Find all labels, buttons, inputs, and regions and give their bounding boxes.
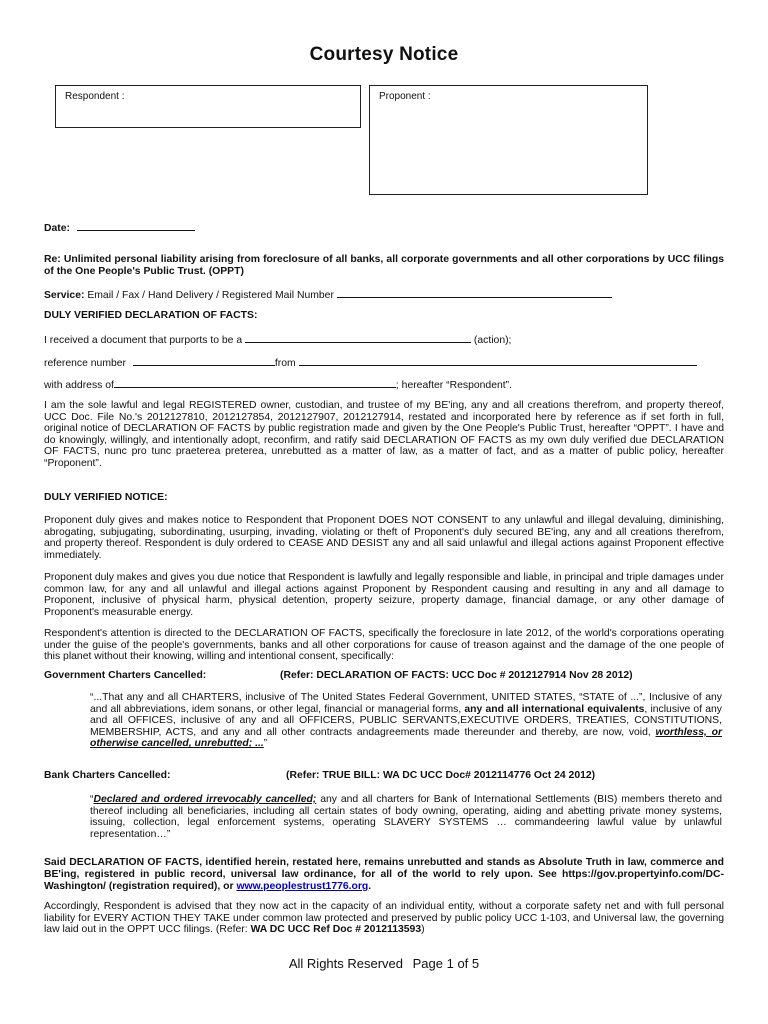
date-blank[interactable] (77, 221, 195, 231)
notice-paragraph-3: Respondent's attention is directed to the DECLARATION OF FACTS, specifically the foreclosure in late 2012, of the world's corporations operating under the guise of the people's governments, banks and all other corporations for cause of treason against and the damage of the one people of this planet without their knowing, willing and intentional consent, specifically: (44, 628, 724, 663)
bank-charters-line (44, 770, 724, 782)
bank-quote-a: “ (90, 794, 94, 805)
received-line (44, 333, 724, 347)
from-label: from (274, 358, 296, 369)
accordingly-paragraph (44, 901, 724, 936)
address-line (44, 378, 724, 392)
address-blank[interactable] (114, 378, 396, 388)
bank-charters-ref: (Refer: TRUE BILL: WA DC UCC Doc# 2012114776 Oct 24 2012) (286, 770, 596, 781)
received-prefix: I received a document that purports to be a (44, 335, 243, 346)
address-label: with address of (44, 380, 114, 391)
reference-blank[interactable] (133, 356, 275, 366)
respondent-label: Respondent : (65, 91, 125, 102)
address-suffix: ; hereafter “Respondent”. (395, 380, 512, 391)
bank-quote-c: any and all charters for Bank of International Settlements (BIS) members thereto and thereof including all beneficiaries, including all certain states of body owning, operating, aiding and abetting private money systems, issuing, collection, legal enforcement systems, operating SLAVERY SYSTEMS … commandeering lawful value by unlawful representation…” (90, 794, 723, 840)
gov-charters-heading: Government Charters Cancelled: (44, 670, 207, 681)
gov-charters-ref: (Refer: DECLARATION OF FACTS: UCC Doc # 2012127914 Nov 28 2012) (280, 670, 633, 681)
bank-charters-quote (90, 794, 722, 840)
said-text-end: . (368, 881, 372, 892)
footer-page-number: Page 1 of 5 (412, 956, 480, 971)
gov-charters-line (44, 670, 724, 682)
said-text: Said DECLARATION OF FACTS, identified herein, restated here, remains unrebutted and stands as Absolute Truth in law, commerce and BE'ing, registered in public record, universal law ordinance, for all of the world to rely upon. See https://gov.propertyinfo.com/DC-Washington/ (registration required), or (44, 857, 724, 892)
gov-charters-quote (90, 692, 722, 750)
footer-rights: All Rights Reserved (288, 956, 404, 971)
re-subject: Re: Unlimited personal liability arising from foreclosure of all banks, all corporate governments and all other corporations by UCC filings of the One People's Public Trust. (OPPT) (44, 254, 724, 277)
declaration-paragraph: I am the sole lawful and legal REGISTERED owner, custodian, and trustee of my BE'ing, any and all creations therefrom, and property thereof, UCC Doc. File No.'s 2012127810, 2012127854, 2012127907, 2012127914, restated and incorporated here by reference as if set forth in full, original notice of DECLARATION OF FACTS by public registration made and given by the One People's Public Trust, hereafter “OPPT”. I have and do knowingly, willingly, and intentionally adopt, reconfirm, and ratify said DECLARATION OF FACTS as my own duly verified due DECLARATION OF FACTS, nunc pro tunc praeterea preterea, unrebutted as a matter of law, as a matter of fact, and as a matter of public policy, hereafter “Proponent”. (44, 400, 724, 469)
service-label: Service: (44, 290, 85, 301)
action-blank[interactable] (245, 333, 471, 343)
proponent-label: Proponent : (379, 91, 431, 102)
gov-quote-d: worthless, or otherwise cancelled, unrebutted; ... (90, 726, 722, 750)
dvdf-heading: DULY VERIFIED DECLARATION OF FACTS: (44, 310, 258, 321)
notice-paragraph-1: Proponent duly gives and makes notice to Respondent that Proponent DOES NOT CONSENT to any unlawful and illegal devaluing, diminishing, abrogating, subjugating, subordinating, usurping, invading, violating or theft of Proponent's duly secured BE'ing, any and all creations therefrom, and property thereof. Respondent is duly ordered to CEASE AND DESIST any and all said unlawful and illegal actions against Proponent effective immediately. (44, 515, 724, 561)
reference-label: reference number (44, 358, 127, 369)
accord-ref: WA DC UCC Ref Doc # 2012113593 (250, 924, 422, 936)
reference-line (44, 356, 724, 370)
gov-quote-e: ” (263, 738, 268, 750)
accord-text-end: ) (421, 924, 425, 936)
service-text: Email / Fax / Hand Delivery / Registered Mail Number (87, 290, 334, 301)
respondent-box[interactable] (55, 85, 361, 128)
peoplestrust-link[interactable]: www.peoplestrust1776.org (236, 881, 369, 892)
said-paragraph (44, 857, 724, 893)
bank-charters-heading: Bank Charters Cancelled: (44, 770, 171, 781)
page-footer (0, 956, 768, 971)
gov-quote-a: “...That any and all CHARTERS, inclusive of The United States Federal Government, UNITED STATES, “STATE of ...”, Inclusive of any and all abbreviations, idem sonans, or other legal, financial or managerial forms, (90, 692, 722, 715)
gov-quote-c: , inclusive of any and all OFFICES, inclusive of any and all OFFICERS, PUBLIC SERVANTS,EXECUTIVE ORDERS, TREATIES, CONSTITUTIONS, MEMBERSHIP, ACTS, and any and all other contracts andagreements made thereunder and thereby, are now, void, (90, 703, 722, 738)
proponent-box[interactable] (369, 85, 648, 195)
service-blank[interactable] (337, 288, 612, 298)
gov-quote-b: any and all international equivalents (464, 703, 645, 715)
service-line (44, 288, 724, 302)
dvn-heading: DULY VERIFIED NOTICE: (44, 492, 168, 503)
date-label: Date: (44, 223, 70, 234)
bank-quote-b: Declared and ordered irrevocably cancelled; (93, 794, 317, 805)
page-title: Courtesy Notice (309, 44, 459, 65)
from-blank[interactable] (299, 356, 697, 366)
received-suffix: (action); (473, 335, 512, 346)
notice-paragraph-2: Proponent duly makes and gives you due notice that Respondent is lawfully and legally responsible and liable, in principal and triple damages under common law, for any and all unlawful and illegal actions against Proponent by Respondent causing and resulting in any and all damage to Proponent, inclusive of physical harm, physical detention, property seizure, property damage, financial damage, or any other damage of Proponent's measurable energy. (44, 572, 724, 618)
date-line (44, 221, 724, 235)
accord-text: Accordingly, Respondent is advised that they now act in the capacity of an individual entity, without a corporate safety net and with full personal liability for EVERY ACTION THEY TAKE under common law protected and preserved by public policy UCC 1-103, and Universal law, the governing law laid out in the OPPT UCC filings. (Refer: (44, 901, 724, 936)
